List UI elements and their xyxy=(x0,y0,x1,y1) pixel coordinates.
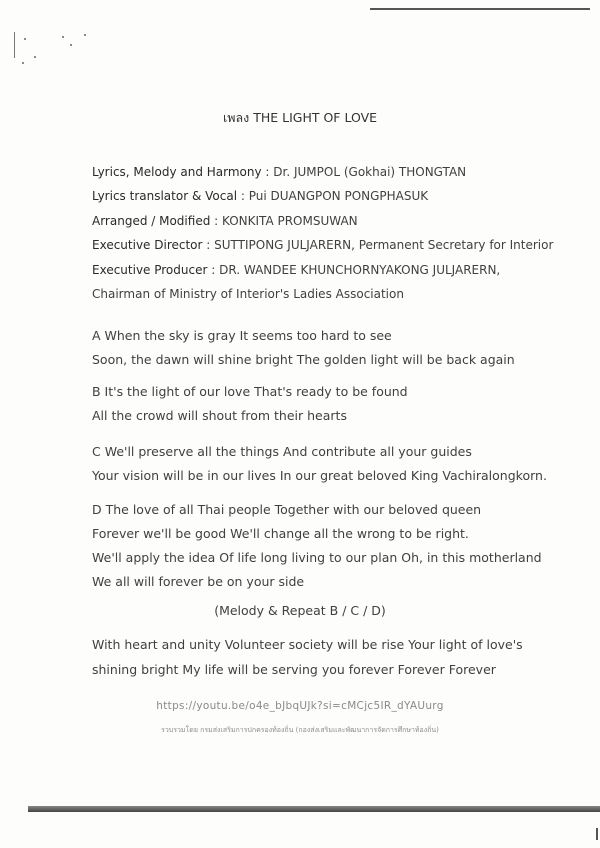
lyric-line: Forever we'll be good We'll change all the wrong to be right. xyxy=(92,526,469,541)
edge-mark xyxy=(596,828,598,840)
top-scan-line xyxy=(370,8,590,10)
lyric-line: All the crowd will shout from their hearts xyxy=(92,408,347,423)
lyric-line: shining bright My life will be serving you forever Forever Forever xyxy=(92,662,496,677)
credits-block xyxy=(92,160,592,306)
credit-line: Arranged / Modified : KONKITA PROMSUWAN xyxy=(92,213,358,228)
youtube-link[interactable]: https://youtu.be/o4e_bJbqUJk?si=cMCjc5IR_dYAUurg xyxy=(156,700,444,712)
lyric-line: A When the sky is gray It seems too hard to see xyxy=(92,328,392,343)
scan-specks xyxy=(14,30,94,80)
verse-d xyxy=(92,498,600,594)
lyric-line: D The love of all Thai people Together with our beloved queen xyxy=(92,502,482,517)
lyric-line: Soon, the dawn will shine bright The golden light will be back again xyxy=(92,352,515,367)
credit-line: Executive Director : SUTTIPONG JULJARERN, Permanent Secretary for Interior xyxy=(92,238,554,253)
compiled-by-note: รวบรวมโดย กรมส่งเสริมการปกครองท้องถิ่น (กองส่งเสริมและพัฒนาการจัดการศึกษาท้องถิ่น) xyxy=(161,726,439,734)
credit-line: Lyrics, Melody and Harmony : Dr. JUMPOL (Gokhai) THONGTAN xyxy=(92,165,467,179)
repeat-note: (Melody & Repeat B / C / D) xyxy=(214,603,386,618)
verse-a xyxy=(92,324,600,372)
verse-b xyxy=(92,380,600,428)
lyric-line: C We'll preserve all the things And contribute all your guides xyxy=(92,444,472,459)
lyric-line: Your vision will be in our lives In our great beloved King Vachiralongkorn. xyxy=(92,468,547,483)
bottom-scan-bar xyxy=(28,806,600,812)
credit-line: Lyrics translator & Vocal : Pui DUANGPON PONGPHASUK xyxy=(92,189,429,204)
page-title: เพลง THE LIGHT OF LOVE xyxy=(222,110,378,125)
lyric-line: We all will forever be on your side xyxy=(92,574,305,589)
credit-line: Executive Producer : DR. WANDEE KHUNCHORNYAKONG JULJARERN, xyxy=(92,262,501,277)
lyric-line: We'll apply the idea Of life long living to our plan Oh, in this motherland xyxy=(92,550,542,565)
lyric-line: With heart and unity Volunteer society will be rise Your light of love's xyxy=(92,637,523,652)
lyric-line: B It's the light of our love That's ready to be found xyxy=(92,384,408,399)
verse-c xyxy=(92,440,600,488)
outro-verse xyxy=(92,632,600,682)
credit-line: Chairman of Ministry of Interior's Ladies Association xyxy=(92,287,404,302)
